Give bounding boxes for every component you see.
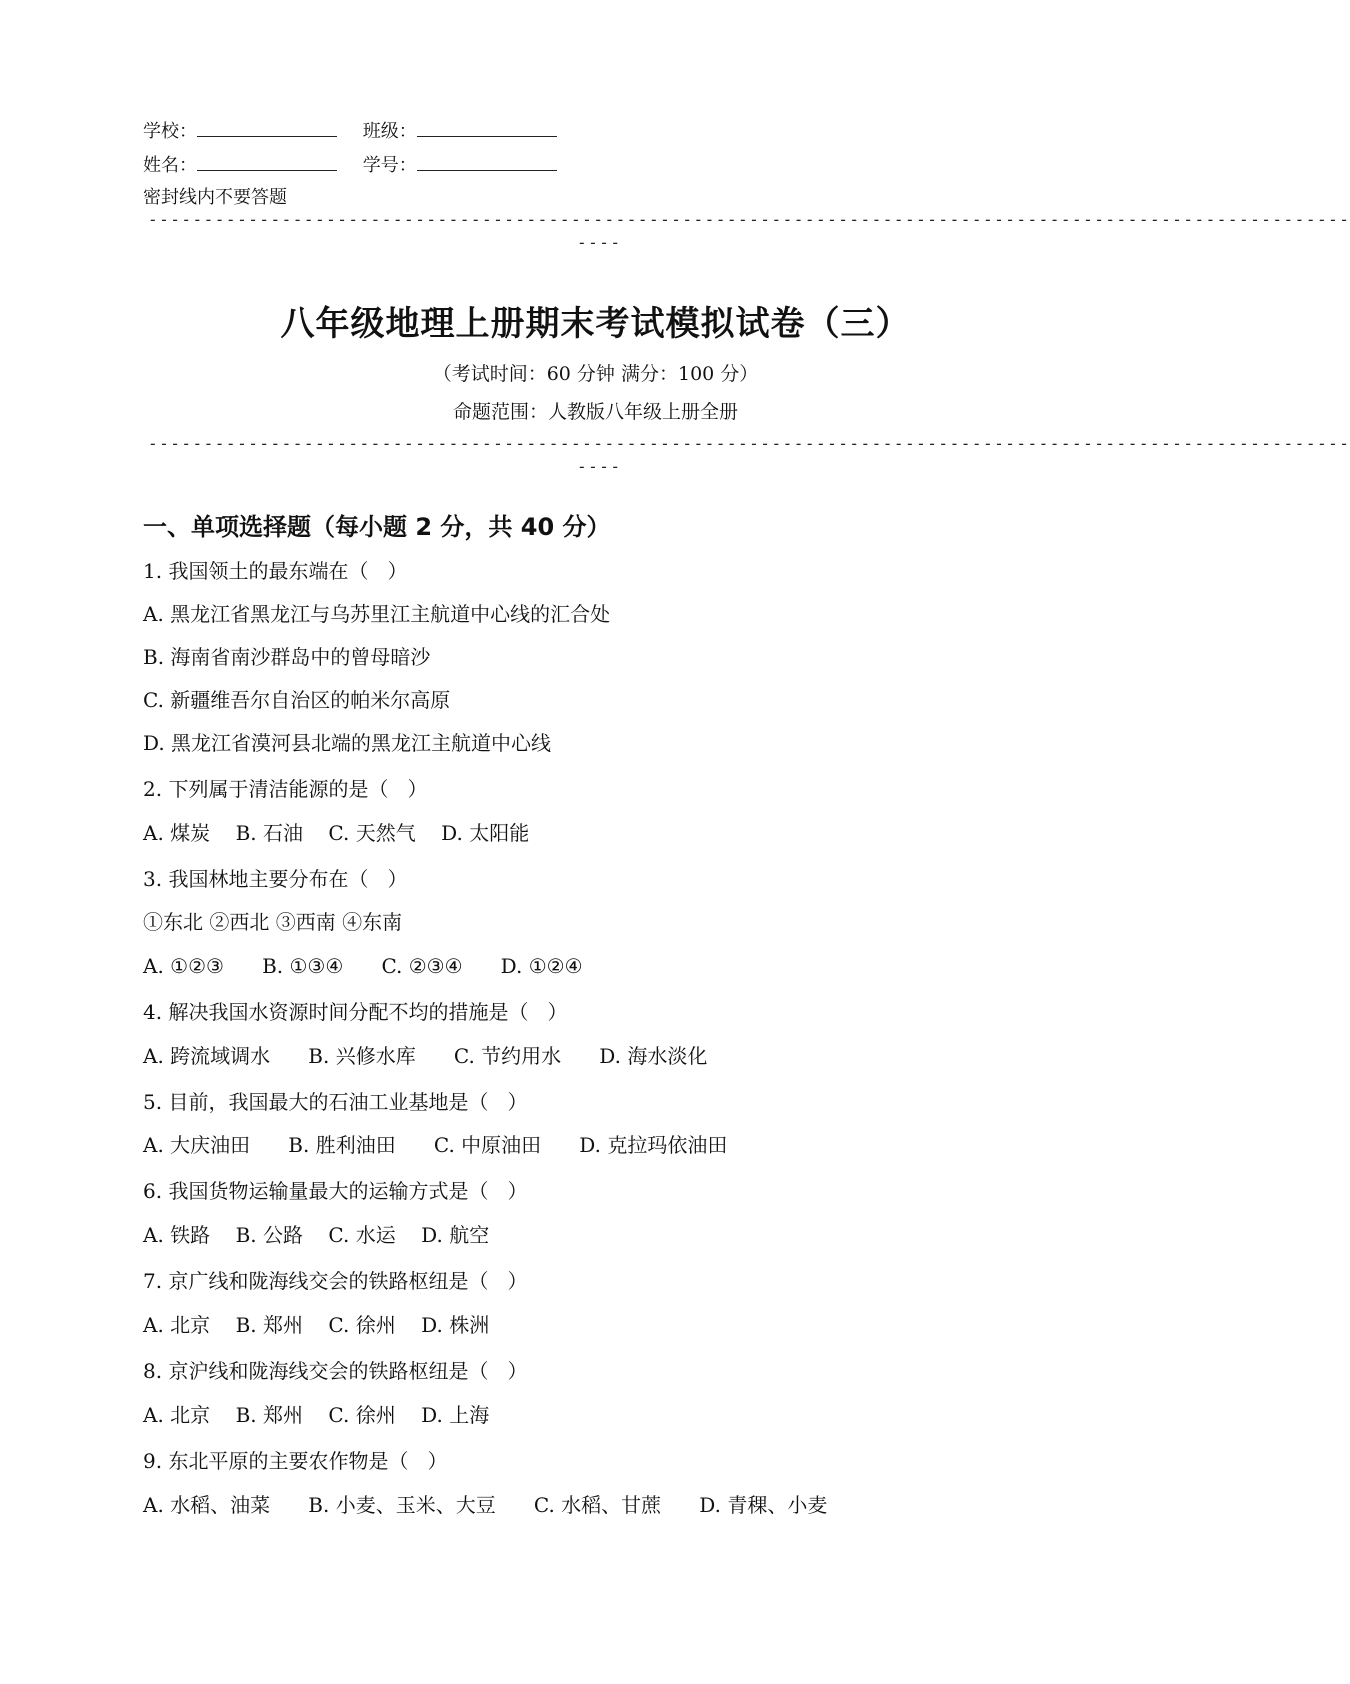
seal-note: 密封线内不要答题	[143, 187, 287, 208]
exam-info: （考试时间：60 分钟 满分：100 分）	[432, 363, 759, 385]
seal-dash-line: ------------------------------------------------------------------------------------------------------------	[148, 210, 1350, 229]
question-stem: 2. 下列属于清洁能源的是（ ）	[143, 777, 428, 801]
seal-dash-tail: ----	[577, 233, 622, 252]
question-choices: ①东北 ②西北 ③西南 ④东南	[143, 910, 403, 934]
answer-options: A. 水稻、油菜 B. 小麦、玉米、大豆 C. 水稻、甘蔗 D. 青稞、小麦	[143, 1493, 828, 1517]
question-stem: 7. 京广线和陇海线交会的铁路枢纽是（ ）	[143, 1269, 528, 1293]
name-label: 姓名：	[143, 155, 197, 176]
header-row-name-id	[143, 152, 577, 178]
header-row-school-class	[143, 118, 577, 144]
school-blank[interactable]	[197, 118, 337, 137]
question-stem: 6. 我国货物运输量最大的运输方式是（ ）	[143, 1179, 528, 1203]
name-blank[interactable]	[197, 152, 337, 171]
question-stem: 9. 东北平原的主要农作物是（ ）	[143, 1449, 448, 1473]
answer-options: A. 大庆油田 B. 胜利油田 C. 中原油田 D. 克拉玛依油田	[143, 1133, 728, 1157]
answer-option: C. 新疆维吾尔自治区的帕米尔高原	[143, 688, 451, 712]
answer-option: B. 海南省南沙群岛中的曾母暗沙	[143, 645, 431, 669]
answer-option: A. 黑龙江省黑龙江与乌苏里江主航道中心线的汇合处	[143, 602, 611, 626]
answer-options: A. 北京 B. 郑州 C. 徐州 D. 株洲	[143, 1313, 490, 1337]
question-stem: 4. 解决我国水资源时间分配不均的措施是（ ）	[143, 1000, 568, 1024]
answer-options: A. 铁路 B. 公路 C. 水运 D. 航空	[143, 1223, 490, 1247]
question-stem: 3. 我国林地主要分布在（ ）	[143, 867, 408, 891]
id-label: 学号：	[362, 155, 417, 176]
answer-options: A. 煤炭 B. 石油 C. 天然气 D. 太阳能	[143, 821, 530, 845]
page-title: 八年级地理上册期末考试模拟试卷（三）	[280, 304, 911, 344]
exam-scope: 命题范围：人教版八年级上册全册	[452, 401, 738, 423]
divider-dash-tail: ----	[577, 457, 622, 476]
school-label: 学校：	[143, 121, 197, 142]
divider-dash-line: ------------------------------------------------------------------------------------------------------------	[148, 434, 1350, 453]
class-blank[interactable]	[417, 118, 557, 137]
answer-options: A. 北京 B. 郑州 C. 徐州 D. 上海	[143, 1403, 490, 1427]
id-blank[interactable]	[417, 152, 557, 171]
question-stem: 5. 目前，我国最大的石油工业基地是（ ）	[143, 1090, 528, 1114]
answer-option: D. 黑龙江省漠河县北端的黑龙江主航道中心线	[143, 731, 552, 755]
section-heading: 一、单项选择题（每小题 2 分，共 40 分）	[143, 513, 611, 541]
class-label: 班级：	[362, 121, 417, 142]
question-stem: 1. 我国领土的最东端在（ ）	[143, 559, 408, 583]
answer-options: A. 跨流域调水 B. 兴修水库 C. 节约用水 D. 海水淡化	[143, 1044, 708, 1068]
question-stem: 8. 京沪线和陇海线交会的铁路枢纽是（ ）	[143, 1359, 528, 1383]
answer-options: A. ①②③ B. ①③④ C. ②③④ D. ①②④	[143, 954, 583, 978]
